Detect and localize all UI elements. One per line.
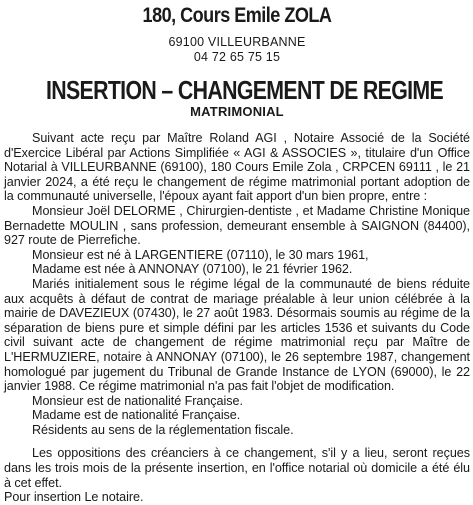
office-address: 180, Cours Emile ZOLA xyxy=(142,4,332,27)
paragraph-husband-nationality: Monsieur est de nationalité Française. xyxy=(32,393,243,408)
notice-title-block xyxy=(4,77,470,119)
paragraph-oppositions: Les oppositions des créanciers à ce changement, s'il y a lieu, seront reçues dans les trois mois de la présente insertion, en l'office notarial où domicile a été élu à cet effet. xyxy=(4,446,470,490)
paragraph-husband-birth: Monsieur est né à LARGENTIERE (07110), le 30 mars 1961, xyxy=(32,247,369,262)
notice-title: INSERTION – CHANGEMENT DE REGIME xyxy=(45,75,444,105)
paragraph-parties: Monsieur Joël DELORME , Chirurgien-dentiste , et Madame Christine Monique Bernadette MOULIN , sans profession, demeurant ensemble à SAIGNON (84400), 927 route de Pierrefiche. xyxy=(4,203,470,248)
paragraph-deed: Suivant acte reçu par Maître Roland AGI , Notaire Associé de la Société d'Exercice Libéral par Actions Simplifiée « AGI & ASSOCIES », titulaire d'un Office Notarial à VILLEURBANNE (69100), 180 Cours Emile Zola , CRPCEN 69111 , le 21 janvier 2024, a été reçu le changement de régime matrimonial portant adoption de la communauté universelle, l'époux ayant fait apport d'un bien propre, entre : xyxy=(4,131,470,204)
office-city: 69100 VILLEURBANNE xyxy=(168,35,306,49)
notice-subtitle: MATRIMONIAL xyxy=(190,104,284,119)
paragraph-residency: Résidents au sens de la réglementation fiscale. xyxy=(32,422,294,437)
notice-body xyxy=(4,131,470,505)
paragraph-wife-nationality: Madame est de nationalité Française. xyxy=(32,408,241,423)
notary-header xyxy=(4,4,470,65)
paragraph-signature: Pour insertion Le notaire. xyxy=(4,490,144,505)
paragraph-marriage-history: Mariés initialement sous le régime légal de la communauté de biens réduite aux acquêts à défaut de contrat de mariage préalable à leur union célébrée à la mairie de DAVEZIEUX (07430), le 27 août 1983. Désormais soumis au régime de la séparation de biens pure et simple défini par les articles 1536 et suivants du Code civil suivant acte de changement de régime matrimonial reçu par Maître de L'HERMUZIERE, notaire à ANNONAY (07100), le 26 septembre 1987, changement homologué par jugement du Tribunal de Grande Instance de LYON (69000), le 22 janvier 1988. Ce régime matrimonial n'a pas fait l'objet de modification. xyxy=(4,276,470,394)
paragraph-wife-birth: Madame est née à ANNONAY (07100), le 21 février 1962. xyxy=(32,262,353,277)
office-phone: 04 72 65 75 15 xyxy=(193,50,281,64)
